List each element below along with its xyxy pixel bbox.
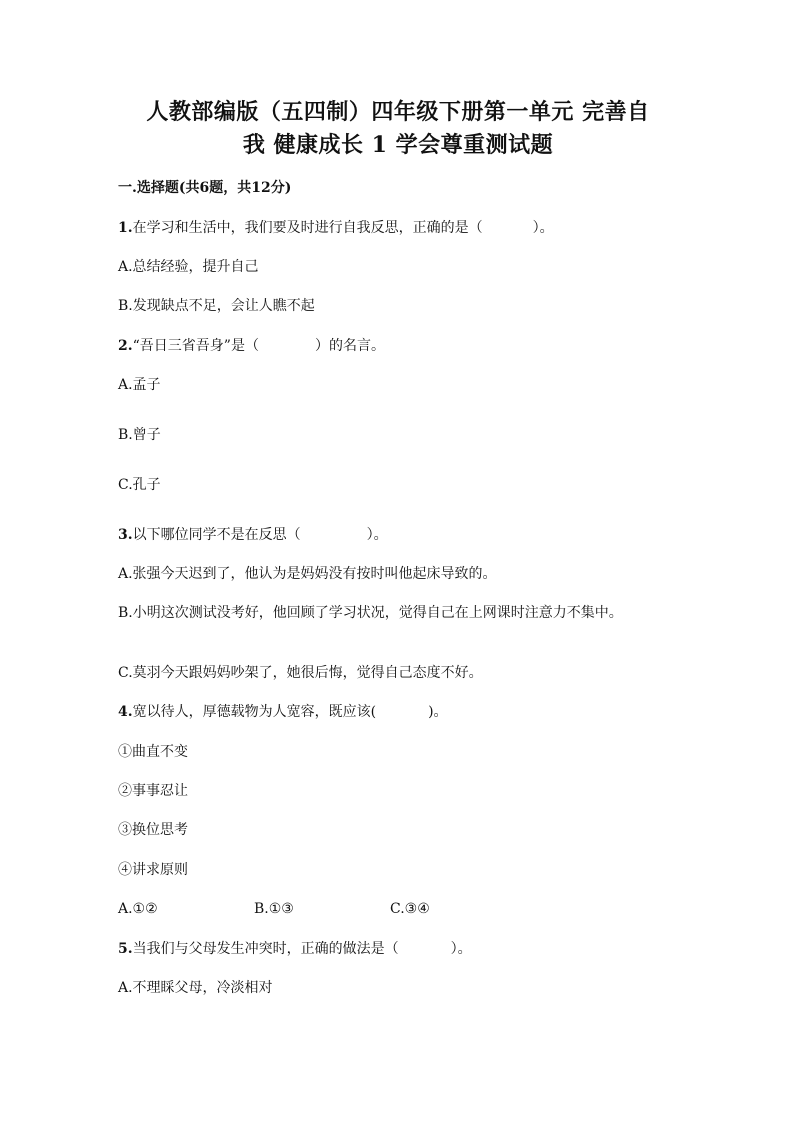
question-text: 宽以待人，厚德载物为人宽容，既应该( bbox=[132, 704, 377, 720]
question-text-end: ）。 bbox=[450, 941, 472, 957]
question-text: “吾日三省吾身”是（ bbox=[132, 338, 259, 354]
question-4 bbox=[118, 702, 678, 722]
question-number: 4. bbox=[118, 704, 133, 720]
option-item: C.孔子 bbox=[118, 477, 161, 493]
option-item: B.发现缺点不足，会让人瞧不起 bbox=[118, 298, 315, 314]
option-item: C.莫羽今天跟妈妈吵架了，她很后悔，觉得自己态度不好。 bbox=[118, 665, 483, 681]
page-title-line-1: 人教部编版（五四制）四年级下册第一单元 完善自 bbox=[146, 99, 650, 125]
option-item: B.小明这次测试没考好，他回顾了学习状况，觉得自己在上网课时注意力不集中。 bbox=[118, 605, 623, 621]
question-number: 2. bbox=[118, 338, 133, 354]
option-item: A.不理睬父母，冷淡相对 bbox=[118, 980, 273, 996]
question-text-end: ）的名言。 bbox=[314, 338, 385, 354]
question-5 bbox=[118, 939, 678, 959]
section-heading: 一.选择题(共6题，共12分) bbox=[118, 180, 292, 196]
page-title-line-2: 我 健康成长 1 学会尊重测试题 bbox=[242, 132, 554, 158]
question-number: 3. bbox=[118, 527, 133, 543]
question-text-end: )。 bbox=[428, 704, 448, 720]
option-item: A.孟子 bbox=[118, 377, 161, 393]
question-text-end: ）。 bbox=[532, 220, 554, 236]
option-item: B.曾子 bbox=[118, 427, 161, 443]
question-text: 当我们与父母发生冲突时，正确的做法是（ bbox=[132, 941, 399, 957]
statement-item: ③换位思考 bbox=[118, 822, 188, 838]
exam-page bbox=[118, 0, 678, 1123]
question-text-end: ）。 bbox=[366, 527, 388, 543]
question-2 bbox=[118, 336, 678, 356]
statement-item: ①曲直不变 bbox=[118, 744, 188, 760]
option-item: A.①② bbox=[118, 901, 158, 917]
option-item: B.①③ bbox=[254, 901, 294, 917]
option-item: C.③④ bbox=[390, 901, 430, 917]
question-number: 5. bbox=[118, 941, 133, 957]
question-3 bbox=[118, 525, 678, 545]
option-item: A.张强今天迟到了，他认为是妈妈没有按时叫他起床导致的。 bbox=[118, 566, 497, 582]
option-item: A.总结经验，提升自己 bbox=[118, 259, 259, 275]
question-text: 以下哪位同学不是在反思（ bbox=[132, 527, 301, 543]
statement-item: ④讲求原则 bbox=[118, 862, 188, 878]
statement-item: ②事事忍让 bbox=[118, 783, 188, 799]
question-text: 在学习和生活中，我们要及时进行自我反思，正确的是（ bbox=[132, 220, 483, 236]
question-1 bbox=[118, 218, 678, 238]
question-number: 1. bbox=[118, 220, 133, 236]
